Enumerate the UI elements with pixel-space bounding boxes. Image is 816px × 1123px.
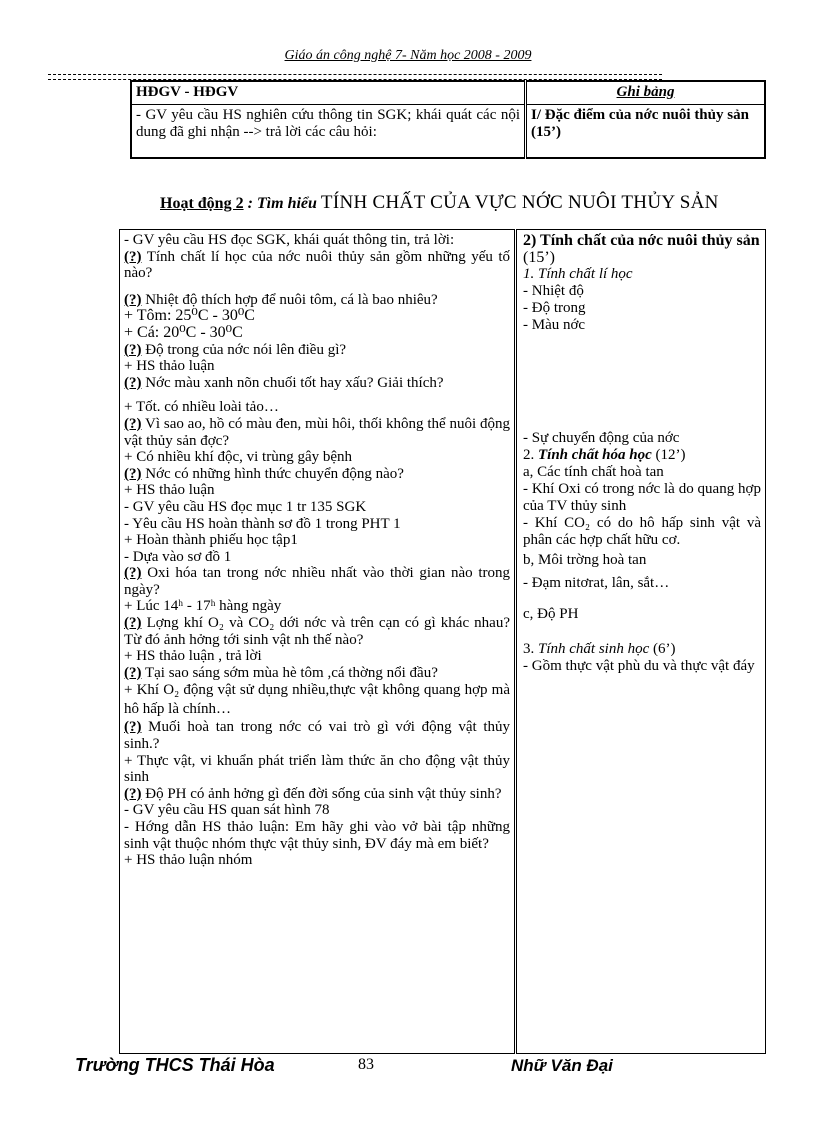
activity-lead: Tìm hiểu (256, 195, 317, 212)
question-text: Vì sao ao, hồ có màu đen, mùi hôi, thối không thể nuôi động vật thủy sản đợc? (124, 415, 510, 449)
answer-line: + HS thảo luận (124, 482, 215, 499)
question-mark: (?) (124, 465, 142, 482)
activity-label: Hoạt động 2 (160, 195, 244, 212)
text-line: - Yêu cầu HS hoàn thành sơ đồ 1 trong PHT 1 (124, 515, 401, 532)
list-item: - Độ trong (523, 300, 586, 316)
subsection-time: (12’) (651, 447, 686, 463)
footer-author: Nhữ Văn Đại (511, 1056, 613, 1075)
answer-line: + Lúc 14ʰ - 17ʰ hàng ngày (124, 598, 282, 615)
top-left-text: - GV yêu cầu HS nghiên cứu thông tin SGK; khái quát các nội dung đã ghi nhận --> trả lời các câu hỏi: (131, 105, 526, 159)
answer-line: + HS thảo luận nhóm (124, 852, 253, 869)
text-line: - GV yêu cầu HS quan sát hình 78 (124, 802, 330, 819)
text-line: - GV yêu cầu HS đọc SGK, khái quát thông tin, trả lời: (124, 232, 455, 248)
question-mark: (?) (124, 415, 142, 432)
question (124, 565, 510, 598)
question-mark: (?) (124, 615, 142, 632)
subsection-name: Tính chất sinh học (538, 641, 650, 657)
list-item: - Khí CO₂ có do hô hấp sinh vật và phân các hợp chất hữu cơ. (523, 515, 761, 548)
subsection-title (523, 641, 761, 658)
answer-line: + Hoàn thành phiếu học tập1 (124, 532, 298, 549)
board-notes (516, 230, 766, 1054)
col-right-header: Ghi bảng (526, 81, 766, 105)
question-mark: (?) (124, 341, 142, 358)
list-item: a, Các tính chất hoà tan (523, 464, 664, 480)
question-text: Độ trong của nớc nói lên điều gì? (141, 341, 347, 358)
question (124, 719, 510, 752)
list-item: c, Độ PH (523, 606, 579, 622)
activity-heading (160, 192, 719, 214)
subsection-title: 1. Tính chất lí học (523, 266, 633, 282)
question-mark: (?) (124, 565, 142, 582)
section-2-time: (15’) (523, 249, 555, 266)
page-header (0, 48, 816, 64)
list-item: b, Môi trờng hoà tan (523, 552, 647, 568)
answer-line: + HS thảo luận , trả lời (124, 648, 262, 665)
question-mark: (?) (124, 374, 142, 391)
question (124, 615, 510, 648)
subsection-time: (6’) (649, 641, 676, 657)
answer-line: + HS thảo luận (124, 358, 215, 375)
question (124, 249, 510, 282)
question-text: Muối hoà tan trong nớc có vai trò gì với động vật thủy sinh.? (124, 719, 510, 753)
question-text: Lợng khí O₂ và CO₂ dới nớc và trên cạn có gì khác nhau? Từ đó ảnh hởng tới sinh vật nh thế nào? (124, 615, 510, 648)
list-item: - Khí Oxi có trong nớc là do quang hợp của TV thủy sinh (523, 481, 761, 514)
subsection-name: Tính chất hóa học (538, 447, 652, 463)
question (124, 416, 510, 449)
question-text: Nớc có những hình thức chuyển động nào? (141, 465, 404, 482)
subsection-title (523, 447, 761, 464)
question (124, 375, 510, 392)
list-item: - Nhiệt độ (523, 283, 584, 299)
question-text: Nớc màu xanh nõn chuối tốt hay xấu? Giải thích? (141, 374, 444, 391)
answer-line: + Có nhiều khí độc, vi trùng gây bệnh (124, 449, 353, 466)
activity-title: TÍNH CHẤT CỦA VỰC NỚC NUÔI THỦY SẢN (320, 192, 719, 213)
question (124, 786, 510, 803)
text-line: - Dựa vào sơ đồ 1 (124, 548, 232, 565)
question (124, 466, 510, 483)
question-text: Tính chất lí học của nớc nuôi thủy sản gồm những yếu tố nào? (124, 248, 510, 282)
answer-line: + Thực vật, vi khuẩn phát triển làm thức ăn cho động vật thủy sinh (124, 752, 510, 786)
question-text: Tại sao sáng sớm mùa hè tôm ,cá thờng nổi đầu? (141, 664, 438, 681)
main-table (119, 229, 766, 1054)
text-line: - GV yêu cầu HS đọc mục 1 tr 135 SGK (124, 498, 367, 515)
col-left-header: HĐGV - HĐGV (131, 81, 526, 105)
answer-line: + Tốt. có nhiều loài tảo… (124, 399, 279, 416)
question-mark: (?) (124, 248, 142, 265)
question-mark: (?) (124, 785, 142, 802)
list-item: - Gồm thực vật phù du và thực vật đáy (523, 658, 755, 674)
question-text: Oxi hóa tan trong nớc nhiều nhất vào thời gian nào trong ngày? (124, 565, 510, 598)
section-2-title (523, 232, 761, 266)
question-mark: (?) (124, 719, 142, 736)
list-item: - Màu nớc (523, 317, 586, 333)
list-item: - Đạm nitơrat, lân, sắt… (523, 575, 670, 591)
answer-line: + Khí O₂ động vật sử dụng nhiều,thực vật không quang hợp mà hô hấp là chính… (124, 682, 510, 718)
answer-line: + Tôm: 25⁰C - 30⁰C (124, 307, 255, 325)
subsection-number: 2. (523, 447, 538, 463)
page-number: 83 (358, 1056, 374, 1073)
activity-colon: : (247, 195, 253, 212)
section-2-title-text: 2) Tính chất của nớc nuôi thủy sản (523, 232, 760, 249)
question-mark: (?) (124, 664, 142, 681)
question (124, 665, 510, 682)
question-mark: (?) (124, 291, 142, 308)
question-text: Độ PH có ảnh hởng gì đến đời sống của sinh vật thủy sinh? (141, 785, 502, 802)
footer-school: Trường THCS Thái Hòa (75, 1055, 275, 1075)
header-title: Giáo án công nghệ 7- Năm học 2008 - 2009 (284, 48, 532, 63)
question (124, 292, 510, 309)
question (124, 342, 510, 359)
top-right-text: I/ Đặc điểm của nớc nuôi thủy sản (15’) (526, 105, 766, 159)
top-table (130, 80, 766, 159)
answer-line: + Cá: 20⁰C - 30⁰C (124, 323, 243, 341)
list-item: - Sự chuyển động của nớc (523, 430, 680, 446)
question-text: Nhiệt độ thích hợp để nuôi tôm, cá là bao nhiêu? (141, 291, 438, 308)
teacher-activities (120, 230, 516, 1054)
subsection-number: 3. (523, 641, 538, 657)
text-line: - Hớng dẫn HS thảo luận: Em hãy ghi vào vở bài tập những sinh vật thuộc nhóm thực vật thủy sinh, ĐV đáy mà em biết? (124, 819, 510, 852)
